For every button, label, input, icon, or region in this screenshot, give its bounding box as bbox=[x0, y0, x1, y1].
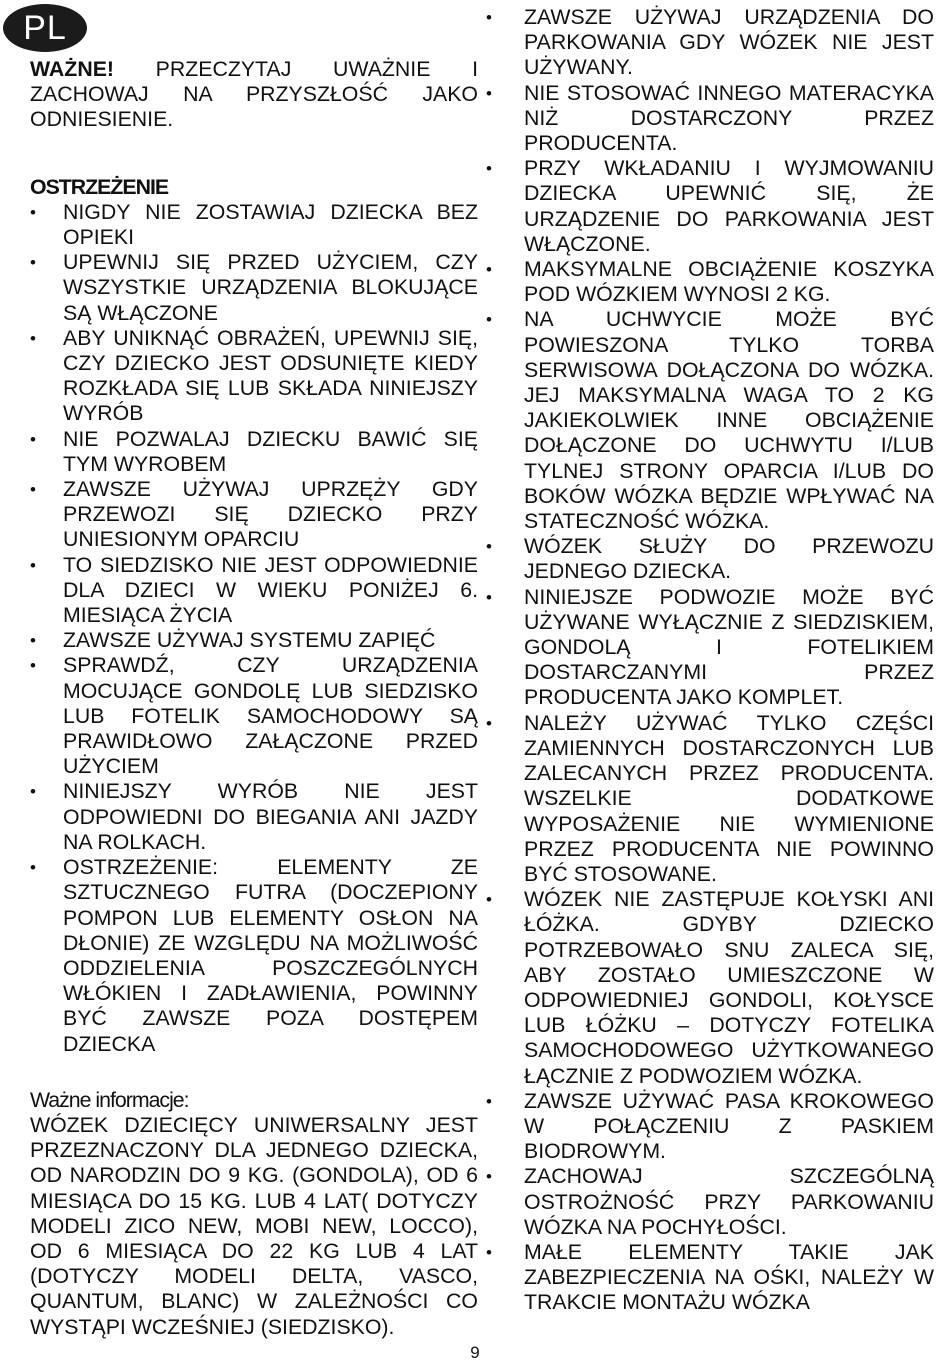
right-item: • WÓZEK SŁUŻY DO PRZEWOZU JEDNEGO DZIECKA. bbox=[486, 534, 934, 584]
intro-text: PRZECZYTAJ UWAŻNIE I ZACHOWAJ NA PRZYSZŁOŚĆ JAKO ODNIESIENIE. bbox=[30, 57, 478, 132]
warning-heading: OSTRZEŻENIE bbox=[30, 174, 169, 199]
warning-item: • NIE POZWALAJ DZIECKU BAWIĆ SIĘ TYM WYROBEM bbox=[30, 427, 478, 477]
right-item: • ZAWSZE UŻYWAJ URZĄDZENIA DO PARKOWANIA GDY WÓZEK NIE JEST UŻYWANY. bbox=[486, 5, 934, 81]
right-item: • ZAWSZE UŻYWAĆ PASA KROKOWEGO W POŁĄCZENIU Z PASKIEM BIODROWYM. bbox=[486, 1089, 934, 1165]
page-number: 9 bbox=[470, 1343, 480, 1362]
intro-paragraph bbox=[30, 57, 478, 133]
warning-item: • UPEWNIJ SIĘ PRZED UŻYCIEM, CZY WSZYSTKIE URZĄDZENIA BLOKUJĄCE SĄ WŁĄCZONE bbox=[30, 250, 478, 326]
right-column bbox=[486, 5, 934, 1316]
right-item: • NINIEJSZE PODWOZIE MOŻE BYĆ UŻYWANE WYŁĄCZNIE Z SIEDZISKIEM, GONDOLĄ I FOTELIKIEM DOSTARCZANYMI PRZEZ PRODUCENTA JAKO KOMPLET. bbox=[486, 585, 934, 711]
warning-item: • ABY UNIKNĄĆ OBRAŻEŃ, UPEWNIJ SIĘ, CZY DZIECKO JEST ODSUNIĘTE KIEDY ROZKŁADA SIĘ LUB SKŁADA NINIEJSZY WYRÓB bbox=[30, 326, 478, 427]
right-item: • NIE STOSOWAĆ INNEGO MATERACYKA NIŻ DOSTARCZONY PRZEZ PRODUCENTA. bbox=[486, 81, 934, 157]
right-item: • WÓZEK NIE ZASTĘPUJE KOŁYSKI ANI ŁÓŻKA. GDYBY DZIECKO POTRZEBOWAŁO SNU ZALECA SIĘ, ABY ZOSTAŁO UMIESZCZONE W ODPOWIEDNIEJ GONDOLI, KOŁYSCE LUB ŁÓŻKU – DOTYCZY FOTELIKA SAMOCHODOWEGO UŻYTKOWANEGO ŁĄCZNIE Z PODWOZIEM WÓZKA. bbox=[486, 887, 934, 1089]
warning-item: • TO SIEDZISKO NIE JEST ODPOWIEDNIE DLA DZIECI W WIEKU PONIŻEJ 6. MIESIĄCA ŻYCIA bbox=[30, 553, 478, 629]
warning-item: • ZAWSZE UŻYWAJ SYSTEMU ZAPIĘĆ bbox=[30, 628, 478, 653]
right-item: • MAŁE ELEMENTY TAKIE JAK ZABEZPIECZENIA NA OŚKI, NALEŻY W TRAKCIE MONTAŻU WÓZKA bbox=[486, 1240, 934, 1316]
right-item: • NA UCHWYCIE MOŻE BYĆ POWIESZONA TYLKO TORBA SERWISOWA DOŁĄCZONA DO WÓZKA. JEJ MAKSYMALNA WAGA TO 2 KG JAKIEKOLWIEK INNE OBCIĄŻENIE DOŁĄCZONE DO UCHWYTU I/LUB TYLNEJ STRONY OPARCIA I/LUB DO BOKÓW WÓZKA BĘDZIE WPŁYWAĆ NA STATECZNOŚĆ WÓZKA. bbox=[486, 307, 934, 534]
warning-list bbox=[30, 200, 478, 1057]
warning-item: • NIGDY NIE ZOSTAWIAJ DZIECKA BEZ OPIEKI bbox=[30, 200, 478, 250]
warning-item: • NINIEJSZY WYRÓB NIE JEST ODPOWIEDNI DO BIEGANIA ANI JAZDY NA ROLKACH. bbox=[30, 779, 478, 855]
language-badge: PL bbox=[3, 4, 87, 52]
right-item: • MAKSYMALNE OBCIĄŻENIE KOSZYKA POD WÓZKIEM WYNOSI 2 KG. bbox=[486, 257, 934, 307]
left-column bbox=[30, 0, 478, 1340]
right-list bbox=[486, 5, 934, 1316]
right-item: • ZACHOWAJ SZCZEGÓLNĄ OSTROŻNOŚĆ PRZY PARKOWANIU WÓZKA NA POCHYŁOŚCI. bbox=[486, 1164, 934, 1240]
info-text: WÓZEK DZIECIĘCY UNIWERSALNY JEST PRZEZNACZONY DLA JEDNEGO DZIECKA, OD NARODZIN DO 9 KG. (GONDOLA), OD 6 MIESIĄCA DO 15 KG. LUB 4 LAT( DOTYCZY MODELI ZICO NEW, MOBI NEW, LOCCO), OD 6 MIESIĄCA DO 22 KG LUB 4 LAT (DOTYCZY MODELI DELTA, VASCO, QUANTUM, BLANC) W ZALEŻNOŚCI CO WYSTĄPI WCZEŚNIEJ (SIEDZISKO). bbox=[30, 1112, 478, 1339]
right-item: • PRZY WKŁADANIU I WYJMOWANIU DZIECKA UPEWNIĆ SIĘ, ŻE URZĄDZENIE DO PARKOWANIA JEST WŁĄCZONE. bbox=[486, 156, 934, 257]
warning-item: • OSTRZEŻENIE: ELEMENTY ZE SZTUCZNEGO FUTRA (DOCZEPIONY POMPON LUB ELEMENTY OSŁON NA DŁONIE) ZE WZGLĘDU NA MOŻLIWOŚĆ ODDZIELENIA POSZCZEGÓLNYCH WŁÓKIEN I ZADŁAWIENIA, POWINNY BYĆ ZAWSZE POZA DOSTĘPEM DZIECKA bbox=[30, 855, 478, 1057]
right-item: • NALEŻY UŻYWAĆ TYLKO CZĘŚCI ZAMIENNYCH DOSTARCZONYCH LUB ZALECANYCH PRZEZ PRODUCENTA. WSZELKIE DODATKOWE WYPOSAŻENIE NIE WYMIENIONE PRZEZ PRODUCENTA NIE POWINNO BYĆ STOSOWANE. bbox=[486, 711, 934, 887]
info-title: Ważne informacje: bbox=[30, 1087, 189, 1112]
warning-item: • SPRAWDŹ, CZY URZĄDZENIA MOCUJĄCE GONDOLĘ LUB SIEDZISKO LUB FOTELIK SAMOCHODOWY SĄ PRAWIDŁOWO ZAŁĄCZONE PRZED UŻYCIEM bbox=[30, 653, 478, 779]
warning-item: • ZAWSZE UŻYWAJ UPRZĘŻY GDY PRZEWOZI SIĘ DZIECKO PRZY UNIESIONYM OPARCIU bbox=[30, 477, 478, 553]
intro-important-label: WAŻNE! bbox=[30, 57, 114, 81]
